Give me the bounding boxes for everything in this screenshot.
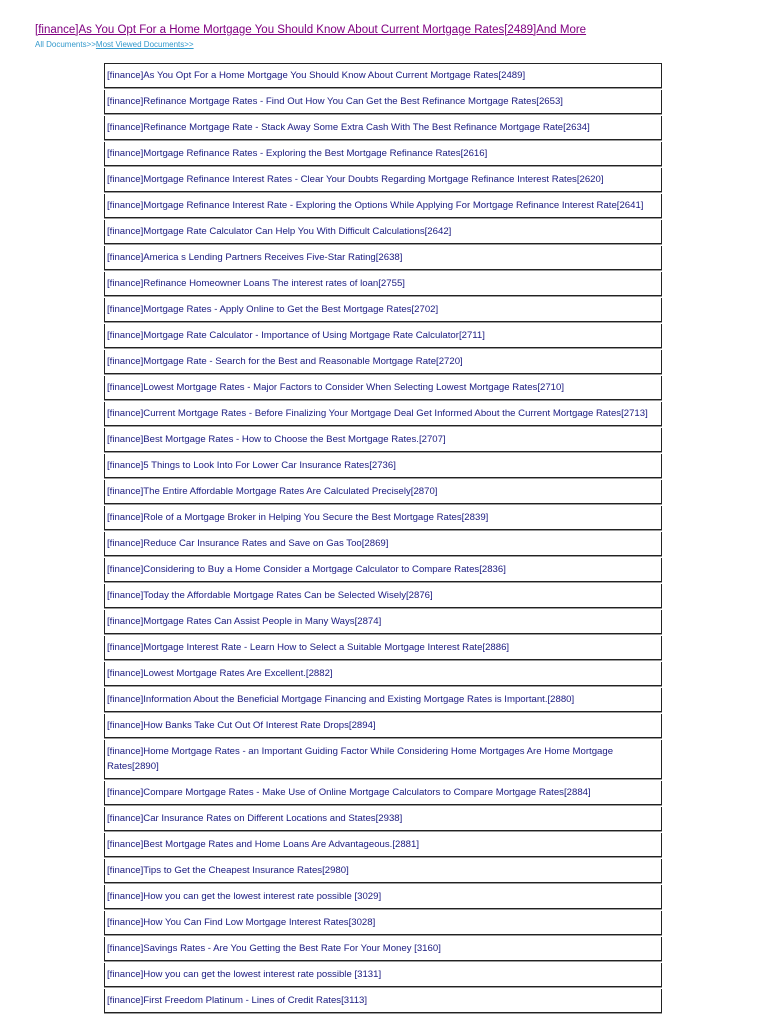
document-row <box>104 781 662 805</box>
document-row <box>104 558 662 582</box>
document-link[interactable]: [finance]Best Mortgage Rates - How to Choose the Best Mortgage Rates.[2707] <box>107 434 446 445</box>
document-link[interactable]: [finance]Lowest Mortgage Rates - Major Factors to Consider When Selecting Lowest Mortgage Rates[2710] <box>107 382 564 393</box>
document-link[interactable]: [finance]How you can get the lowest interest rate possible [3029] <box>107 891 382 902</box>
document-row <box>104 662 662 686</box>
document-row <box>104 428 662 452</box>
document-row <box>104 532 662 556</box>
document-link[interactable]: [finance]Mortgage Rate - Search for the Best and Reasonable Mortgage Rate[2720] <box>107 356 463 367</box>
document-row <box>104 246 662 270</box>
document-row <box>104 506 662 530</box>
document-link[interactable]: [finance]Today the Affordable Mortgage Rates Can be Selected Wisely[2876] <box>107 590 433 601</box>
document-link[interactable]: [finance]Home Mortgage Rates - an Important Guiding Factor While Considering Home Mortgages Are Home Mortgage Rates[2890] <box>107 746 614 772</box>
document-row <box>104 454 662 478</box>
document-row <box>104 740 662 779</box>
document-row <box>104 324 662 348</box>
document-link[interactable]: [finance]Mortgage Rates Can Assist People in Many Ways[2874] <box>107 616 382 627</box>
document-row <box>104 220 662 244</box>
document-link[interactable]: [finance]Mortgage Rate Calculator Can Help You With Difficult Calculations[2642] <box>107 226 452 237</box>
document-link[interactable]: [finance]First Freedom Platinum - Lines of Credit Rates[3113] <box>107 995 368 1006</box>
document-row <box>104 636 662 660</box>
document-row <box>104 350 662 374</box>
document-link[interactable]: [finance]Mortgage Interest Rate - Learn How to Select a Suitable Mortgage Interest Rate[2886] <box>107 642 510 653</box>
breadcrumb <box>35 40 194 49</box>
document-link[interactable]: [finance]Refinance Homeowner Loans The interest rates of loan[2755] <box>107 278 405 289</box>
document-row <box>104 937 662 961</box>
document-row <box>104 376 662 400</box>
document-row <box>104 90 662 114</box>
document-link[interactable]: [finance]Best Mortgage Rates and Home Loans Are Advantageous.[2881] <box>107 839 420 850</box>
document-row <box>104 116 662 140</box>
document-row <box>104 272 662 296</box>
document-link[interactable]: [finance]Refinance Mortgage Rate - Stack Away Some Extra Cash With The Best Refinance Mortgage Rate[2634] <box>107 122 590 133</box>
document-row <box>104 584 662 608</box>
document-row <box>104 168 662 192</box>
document-row <box>104 688 662 712</box>
document-link[interactable]: [finance]America s Lending Partners Receives Five-Star Rating[2638] <box>107 252 403 263</box>
document-link[interactable]: [finance]Mortgage Rates - Apply Online to Get the Best Mortgage Rates[2702] <box>107 304 439 315</box>
document-link[interactable]: [finance]Lowest Mortgage Rates Are Excellent.[2882] <box>107 668 333 679</box>
document-row <box>104 402 662 426</box>
document-row <box>104 142 662 166</box>
document-link[interactable]: [finance]How Banks Take Cut Out Of Interest Rate Drops[2894] <box>107 720 376 731</box>
document-link[interactable]: [finance]Information About the Beneficial Mortgage Financing and Existing Mortgage Rates is Important.[2880] <box>107 694 575 705</box>
document-link[interactable]: [finance]Savings Rates - Are You Getting the Best Rate For Your Money [3160] <box>107 943 441 954</box>
breadcrumb-all-documents[interactable]: All Documents>> <box>35 40 96 49</box>
document-link[interactable]: [finance]As You Opt For a Home Mortgage You Should Know About Current Mortgage Rates[2489] <box>107 70 526 81</box>
document-row <box>104 807 662 831</box>
page-title-link[interactable]: [finance]As You Opt For a Home Mortgage You Should Know About Current Mortgage Rates[2489]And More <box>35 24 587 36</box>
document-link[interactable]: [finance]Mortgage Refinance Rates - Exploring the Best Mortgage Refinance Rates[2616] <box>107 148 488 159</box>
document-list <box>104 63 662 1015</box>
document-link[interactable]: [finance]Compare Mortgage Rates - Make Use of Online Mortgage Calculators to Compare Mortgage Rates[2884] <box>107 787 591 798</box>
document-link[interactable]: [finance]Reduce Car Insurance Rates and Save on Gas Too[2869] <box>107 538 389 549</box>
document-link[interactable]: [finance]Current Mortgage Rates - Before Finalizing Your Mortgage Deal Get Informed About the Current Mortgage Rates[2713] <box>107 408 648 419</box>
document-row <box>104 480 662 504</box>
document-row <box>104 859 662 883</box>
document-row <box>104 963 662 987</box>
document-row <box>104 885 662 909</box>
document-link[interactable]: [finance]How You Can Find Low Mortgage Interest Rates[3028] <box>107 917 376 928</box>
document-row <box>104 194 662 218</box>
document-row <box>104 714 662 738</box>
document-link[interactable]: [finance]The Entire Affordable Mortgage Rates Are Calculated Precisely[2870] <box>107 486 438 497</box>
document-link[interactable]: [finance]Mortgage Refinance Interest Rate - Exploring the Options While Applying For Mortgage Refinance Interest Rate[2641] <box>107 200 644 211</box>
document-row <box>104 298 662 322</box>
document-link[interactable]: [finance]Tips to Get the Cheapest Insurance Rates[2980] <box>107 865 349 876</box>
document-link[interactable]: [finance]Mortgage Refinance Interest Rates - Clear Your Doubts Regarding Mortgage Refinance Interest Rates[2620] <box>107 174 604 185</box>
document-link[interactable]: [finance]Considering to Buy a Home Consider a Mortgage Calculator to Compare Rates[2836] <box>107 564 506 575</box>
document-row <box>104 610 662 634</box>
document-row <box>104 989 662 1013</box>
document-link[interactable]: [finance]Car Insurance Rates on Different Locations and States[2938] <box>107 813 403 824</box>
document-link[interactable]: [finance]5 Things to Look Into For Lower Car Insurance Rates[2736] <box>107 460 396 471</box>
document-link[interactable]: [finance]Role of a Mortgage Broker in Helping You Secure the Best Mortgage Rates[2839] <box>107 512 489 523</box>
document-link[interactable]: [finance]Refinance Mortgage Rates - Find Out How You Can Get the Best Refinance Mortgage Rates[2653] <box>107 96 563 107</box>
document-row <box>104 64 662 88</box>
document-link[interactable]: [finance]Mortgage Rate Calculator - Importance of Using Mortgage Rate Calculator[2711] <box>107 330 485 341</box>
document-row <box>104 833 662 857</box>
document-link[interactable]: [finance]How you can get the lowest interest rate possible [3131] <box>107 969 382 980</box>
breadcrumb-most-viewed[interactable]: Most Viewed Documents>> <box>95 40 194 49</box>
document-row <box>104 911 662 935</box>
